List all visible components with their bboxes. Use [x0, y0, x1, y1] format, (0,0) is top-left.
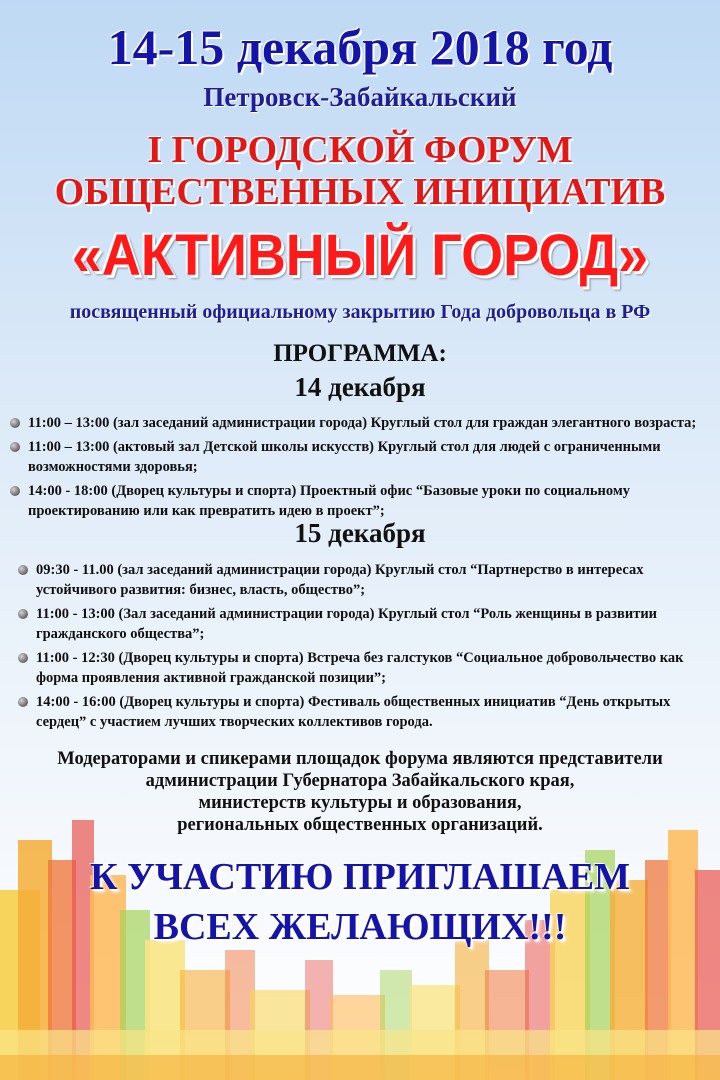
bullet-icon — [10, 442, 20, 452]
program-item-text: 14:00 - 16:00 (Дворец культуры и спорта) Фестиваль общественных инициатив “День открытых сердец” с участием лучших творческих коллективов города. — [36, 694, 671, 730]
program-item-text: 11:00 - 13:00 (Зал заседаний администрации города) Круглый стол “Роль женщины в развитии гражданского общества”; — [36, 606, 658, 642]
forum-dedication: посвященный официальному закрытию Года добровольца в РФ — [69, 301, 651, 323]
list-item — [0, 413, 716, 433]
list-item — [8, 648, 708, 688]
bullet-icon — [10, 486, 20, 496]
program-item-text: 11:00 – 13:00 (зал заседаний администрации города) Круглый стол для граждан элегантного возраста; — [28, 415, 697, 431]
program-list-day2 — [8, 560, 708, 736]
program-item-text: 14:00 - 18:00 (Дворец культуры и спорта) Проектный офис “Базовые уроки по социальному проектированию или как превратить идею в проект”; — [28, 483, 630, 519]
program-item-text: 11:00 - 12:30 (Дворец культуры и спорта) Встреча без галстуков “Социальное добровольчество как форма проявления активной гражданской позиции”; — [36, 650, 684, 686]
program-title: ПРОГРАММА: — [273, 340, 447, 367]
program-list-day1 — [0, 413, 716, 525]
program-item-text: 11:00 – 13:00 (актовый зал Детской школы искусств) Круглый стол для людей с ограниченными возможностями здоровья; — [28, 439, 661, 475]
moderators-line: министерств культуры и образования, — [198, 793, 522, 813]
forum-title-line2: ОБЩЕСТВЕННЫХ ИНИЦИАТИВ — [54, 171, 666, 213]
list-item — [8, 692, 708, 732]
event-date: 14-15 декабря 2018 год — [107, 19, 613, 75]
bullet-icon — [18, 609, 28, 619]
moderators-line: администрации Губернатора Забайкальского края, — [145, 771, 575, 791]
moderators-line: региональных общественных организаций. — [177, 815, 543, 835]
day-heading-15: 15 декабря — [294, 518, 426, 548]
program-item-text: 09:30 - 11.00 (зал заседаний администрации города) Круглый стол “Партнерство в интересах устойчивого развития: бизнес, власть, общество”; — [36, 562, 644, 598]
list-item — [8, 604, 708, 644]
bullet-icon — [18, 653, 28, 663]
city-name: Петровск-Забайкальский — [203, 82, 517, 112]
list-item — [8, 560, 708, 600]
bullet-icon — [18, 697, 28, 707]
list-item — [0, 481, 716, 521]
forum-name: «АКТИВНЫЙ ГОРОД» — [71, 223, 649, 288]
invite-line1: К УЧАСТИЮ ПРИГЛАШАЕМ — [90, 856, 630, 898]
list-item — [0, 437, 716, 477]
forum-title-line1: I ГОРОДСКОЙ ФОРУМ — [147, 129, 573, 171]
bullet-icon — [18, 565, 28, 575]
invite-line2: ВСЕХ ЖЕЛАЮЩИХ!!! — [153, 906, 567, 948]
bullet-icon — [10, 418, 20, 428]
moderators-line: Модераторами и спикерами площадок форума являются представители — [57, 749, 663, 769]
day-heading-14: 14 декабря — [294, 372, 426, 402]
